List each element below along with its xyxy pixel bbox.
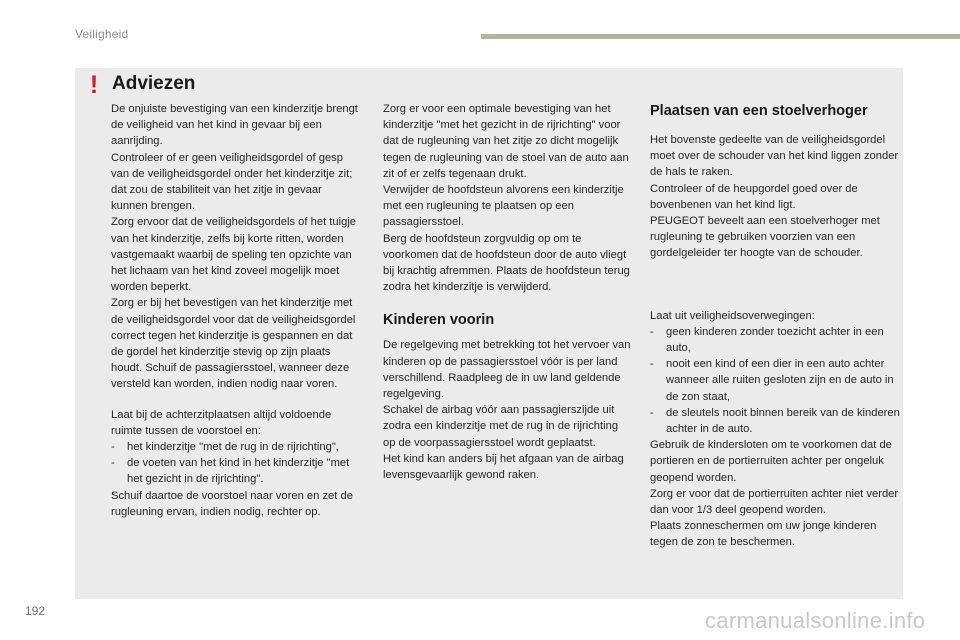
dash-bullet: - (650, 325, 654, 338)
watermark: carmanualsonline.info (705, 608, 926, 633)
paragraph: Zorg er voor dat de portierruiten achter niet verder dan voor 1/3 deel geopend worden. (650, 487, 899, 517)
paragraph: Laat uit veiligheidsoverwegingen: (650, 309, 815, 322)
paragraph: Schakel de airbag vóór aan passagierszijde uit zodra een kinderzitje met de rug in de rijrichting op de voorpassagiersstoel wordt geplaatst. (383, 404, 619, 449)
dash-bullet: - (111, 457, 115, 470)
page-number: 192 (25, 604, 46, 618)
paragraph: Controleer of de heupgordel goed over de bovenbenen van het kind ligt. (650, 182, 858, 211)
paragraph: Zorg ervoor dat de veiligheidsgordels of het tuigje van het kinderzitje, zelfs bij korte ritten, worden vastgemaakt waarbij de speling ten opzichte van het lichaam van het kind zoveel mogelijk moet worden beperkt. (111, 216, 357, 294)
paragraph: Schuif daartoe de voorstoel naar voren en zet de rugleuning ervan, indien nodig, rechter op. (111, 489, 353, 518)
list-item-text: de sleutels nooit binnen bereik van de kinderen achter in de auto. (666, 406, 900, 436)
dash-bullet: - (650, 406, 654, 419)
paragraph: Het bovenste gedeelte van de veiligheidsgordel moet over de schouder van het kind liggen zonder de hals te raken. (650, 134, 899, 179)
dash-bullet: - (111, 441, 115, 454)
list-item (111, 455, 361, 487)
column-3 (650, 101, 900, 551)
paragraph: Laat bij de achterzitplaatsen altijd voldoende ruimte tussen de voorstoel en: (111, 408, 332, 437)
list-item (650, 356, 900, 405)
column-2 (383, 101, 633, 483)
paragraph: De onjuiste bevestiging van een kinderzitje brengt de veiligheid van het kind in gevaar bij een aanrijding. (111, 103, 358, 148)
subheading-kinderen-voorin: Kinderen voorin (383, 312, 495, 329)
list-item (650, 324, 900, 356)
dash-bullet: - (650, 358, 654, 371)
list-item (650, 405, 900, 437)
column-1 (111, 101, 361, 520)
paragraph: Berg de hoofdsteun zorgvuldig op om te voorkomen dat de hoofdsteun door de auto vliegt bij krachtig afremmen. Plaats de hoofdsteun terug zodra het kinderzitje is verwijderd. (383, 232, 630, 294)
paragraph: De regelgeving met betrekking tot het vervoer van kinderen op de passagiersstoel vóór is per land verschillend. Raadpleeg de in uw land geldende regelgeving. (383, 339, 631, 401)
section-label: Veiligheid (75, 27, 129, 41)
paragraph: Zorg er bij het bevestigen van het kinderzitje met de veiligheidsgordel voor dat de veiligheidsgordel correct tegen het kinderzitje is gespannen en dat de gordel het kinderzitje stevig op zijn plaats houdt. Schuif de passagiersstoel, wanneer deze versteld kan worden, indien nodig naar voren. (111, 297, 356, 391)
warning-icon: ! (89, 71, 99, 99)
subheading-stoelverhoger: Plaatsen van een stoelverhoger (650, 103, 868, 119)
header-bar (481, 34, 960, 39)
list-item-text: geen kinderen zonder toezicht achter in een auto, (666, 325, 884, 355)
paragraph: Plaats zonneschermen om uw jonge kinderen tegen de zon te beschermen. (650, 520, 877, 549)
paragraph: Het kind kan anders bij het afgaan van de airbag levensgevaarlijk gewond raken. (383, 452, 624, 482)
paragraph: Zorg er voor een optimale bevestiging van het kinderzitje "met het gezicht in de rijrichting" voor dat de rugleuning van het zitje zo dicht mogelijk tegen de rugleuning van de stoel van de auto aan zit of er zelfs tegenaan drukt. (383, 103, 629, 180)
list-item-text: het kinderzitje "met de rug in de rijrichting", (127, 441, 339, 454)
paragraph: Controleer of er geen veiligheidsgordel of gesp van de veiligheidsgordel onder het kinderzitje zit; dat zou de stabiliteit van het zitje in gevaar kunnen brengen. (111, 151, 353, 213)
list-item (111, 439, 361, 455)
paragraph: PEUGEOT beveelt aan een stoelverhoger met rugleuning te gebruiken voorzien van een gordelgeleider ter hoogte van de schouder. (650, 215, 880, 260)
paragraph: Gebruik de kindersloten om te voorkomen dat de portieren en de portierruiten achter per ongeluk geopend worden. (650, 439, 892, 484)
list-item-text: de voeten van het kind in het kinderzitje "met het gezicht in de rijrichting". (127, 457, 350, 486)
paragraph: Verwijder de hoofdsteun alvorens een kinderzitje met een rugleuning te plaatsen op een passagiersstoel. (383, 184, 624, 229)
list-item-text: nooit een kind of een dier in een auto achter wanneer alle ruiten gesloten zijn en de auto in de zon staat, (666, 358, 894, 403)
panel-title: Adviezen (112, 73, 196, 94)
